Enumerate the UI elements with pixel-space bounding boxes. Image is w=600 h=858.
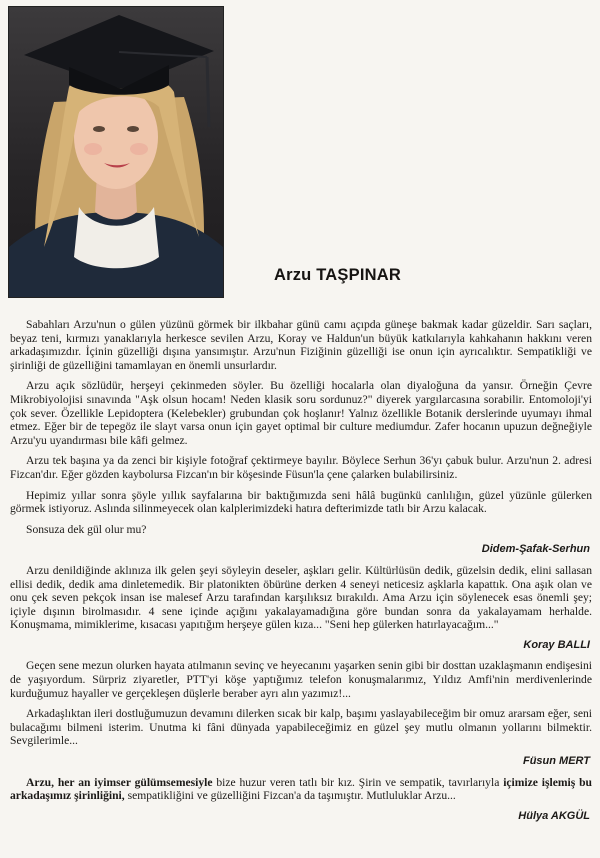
signature: Füsun MERT [522, 755, 590, 768]
paragraph: Arkadaşlıktan ileri dostluğumuzun devamını dilerken sıcak bir kalp, başımı yaslayabileceğim bir omuz ararsam eğer, seni bulacağımı bilmeni isterim. Unutma ki fâni dünyada yapabileceğimiz en güzel şey mutlu olmanın yollarını bilmektir. Sevgilerimle... [10, 707, 592, 748]
paragraph: Hepimiz yıllar sonra şöyle yıllık sayfalarına bir baktığımızda seni hâlâ bugünkü canlılığın, güzel yüzünle gülerken görmek istiyoruz. Aslında silinmeyecek olan kalplerimizdeki hatıra defterimizde tatlı bir Arzu kalacak. [10, 488, 592, 516]
signature: Koray BALLI [523, 638, 590, 651]
yearbook-text [10, 318, 592, 830]
portrait-illustration [9, 7, 223, 297]
bold-phrase: Arzu, her an iyimser gülümsemesiyle [26, 775, 213, 789]
signature: Hülya AKGÜL [518, 809, 590, 822]
signature: Didem-Şafak-Serhun [481, 543, 590, 556]
bold-phrase: içimize işlemiş bu arkadaşımız şirinliğini, [10, 775, 592, 803]
paragraph: Arzu denildiğinde aklınıza ilk gelen şeyi söyleyin deseler, aşkları gelir. Kültürlüsün dedik, güzelsin dedik, elini sallasan ellisi dedik, dedik ama dinletemedik. Bir platonikten öbürüne derken 4 seneyi neticesiz aşklarla kapattık. Ona aşık olan ve onu çek seven pekçok insan ise malesef Arzu tarafından karşılıksız bırakıldı. Ama Arzu için söylenecek esas önemli şey; içiyle dışının birolmasıdır. 4 sene içinde açığını yakalayamadığına göre bundan sonra da yakalayamam herhalde. Konuşmama, mimiklerime, kısacası yapıtığım herşeye gülen kıza... "Seni hep gülerken hatırlayacağım..." [10, 563, 592, 632]
text-run: bize huzur veren tatlı bir kız. Şirin ve sempatik, tavırlarıyla [212, 775, 504, 789]
paragraph: Arzu tek başına ya da zenci bir kişiyle fotoğraf çektirmeye bayılır. Böylece Serhun 36'yı çabuk bulur. Arzu'nun 2. adresi Fizcan'dır. Eğer gözden kaybolursa Fizcan'ın bir köşesinde Füsun'la çene çalarken bulabilirsiniz. [10, 454, 592, 481]
paragraph: Arzu açık sözlüdür, herşeyi çekinmeden söyler. Bu özelliği hocalarla olan diyaloğuna da yansır. Örneğin Çevre Mikrobiyolojisi sınavında "Aşk olsun hocam! Neden klasik soru sordunuz?" diyerek yargılarcasına sorabilir. Entomoloji'yi çok sever. Özellikle Lepidoptera (Kelebekler) grubundan çok hoşlanır! Yalnız özellikle Botanik derslerinde uyumayı ihmal etmez. Eğer bir de tepegöz ile slayt varsa onun için gayet optimal bir culture mediumdur. Zafer hocanın upuzun değneğiyle Arzu'yu uyandırması bile kâfi gelmez. [10, 379, 592, 447]
text-run: sempatikliğini ve güzelliğini Fizcan'a da taşımıştır. Mutluluklar Arzu... [124, 789, 456, 803]
paragraph: Geçen sene mezun olurken hayata atılmanın sevinç ve heyecanını yaşarken senin gibi bir dosttan uzaklaşmanın endişesini de yaşıyordum. Sürpriz ziyaretler, PTT'yi köşe yaptığımız telefon konuşmalarımız, Yıldız Amfi'nin merdivenlerinde kurduğumuz hayaller ve gerçekleşen düşlerle beraber ayrı alın yazımız!... [10, 659, 592, 700]
portrait-photo [8, 6, 224, 298]
paragraph: Sonsuza dek gül olur mu? [26, 522, 147, 536]
paragraph: Sabahları Arzu'nun o gülen yüzünü görmek bir ilkbahar günü camı açıpda güneşe bakmak kadar güzeldir. Sarı saçları, beyaz teni, kırmızı yanaklarıyla herkesce sevilen Arzu, Koray ve Haldun'un büyük katkılarıyla kahkahanın hakkını veren arkadaşımızdır. İçinin güzelliği dışına yansımıştır. Arzu'nun Fiziğinin güzelliği ise onun için ayrıcalıktır. Sempatikliği ve şirinliği de güzelliğini tamamlayan en önemli unsurlardır. [10, 318, 592, 372]
student-name: Arzu TAŞPINAR [274, 266, 401, 284]
paragraph-final [10, 776, 592, 803]
